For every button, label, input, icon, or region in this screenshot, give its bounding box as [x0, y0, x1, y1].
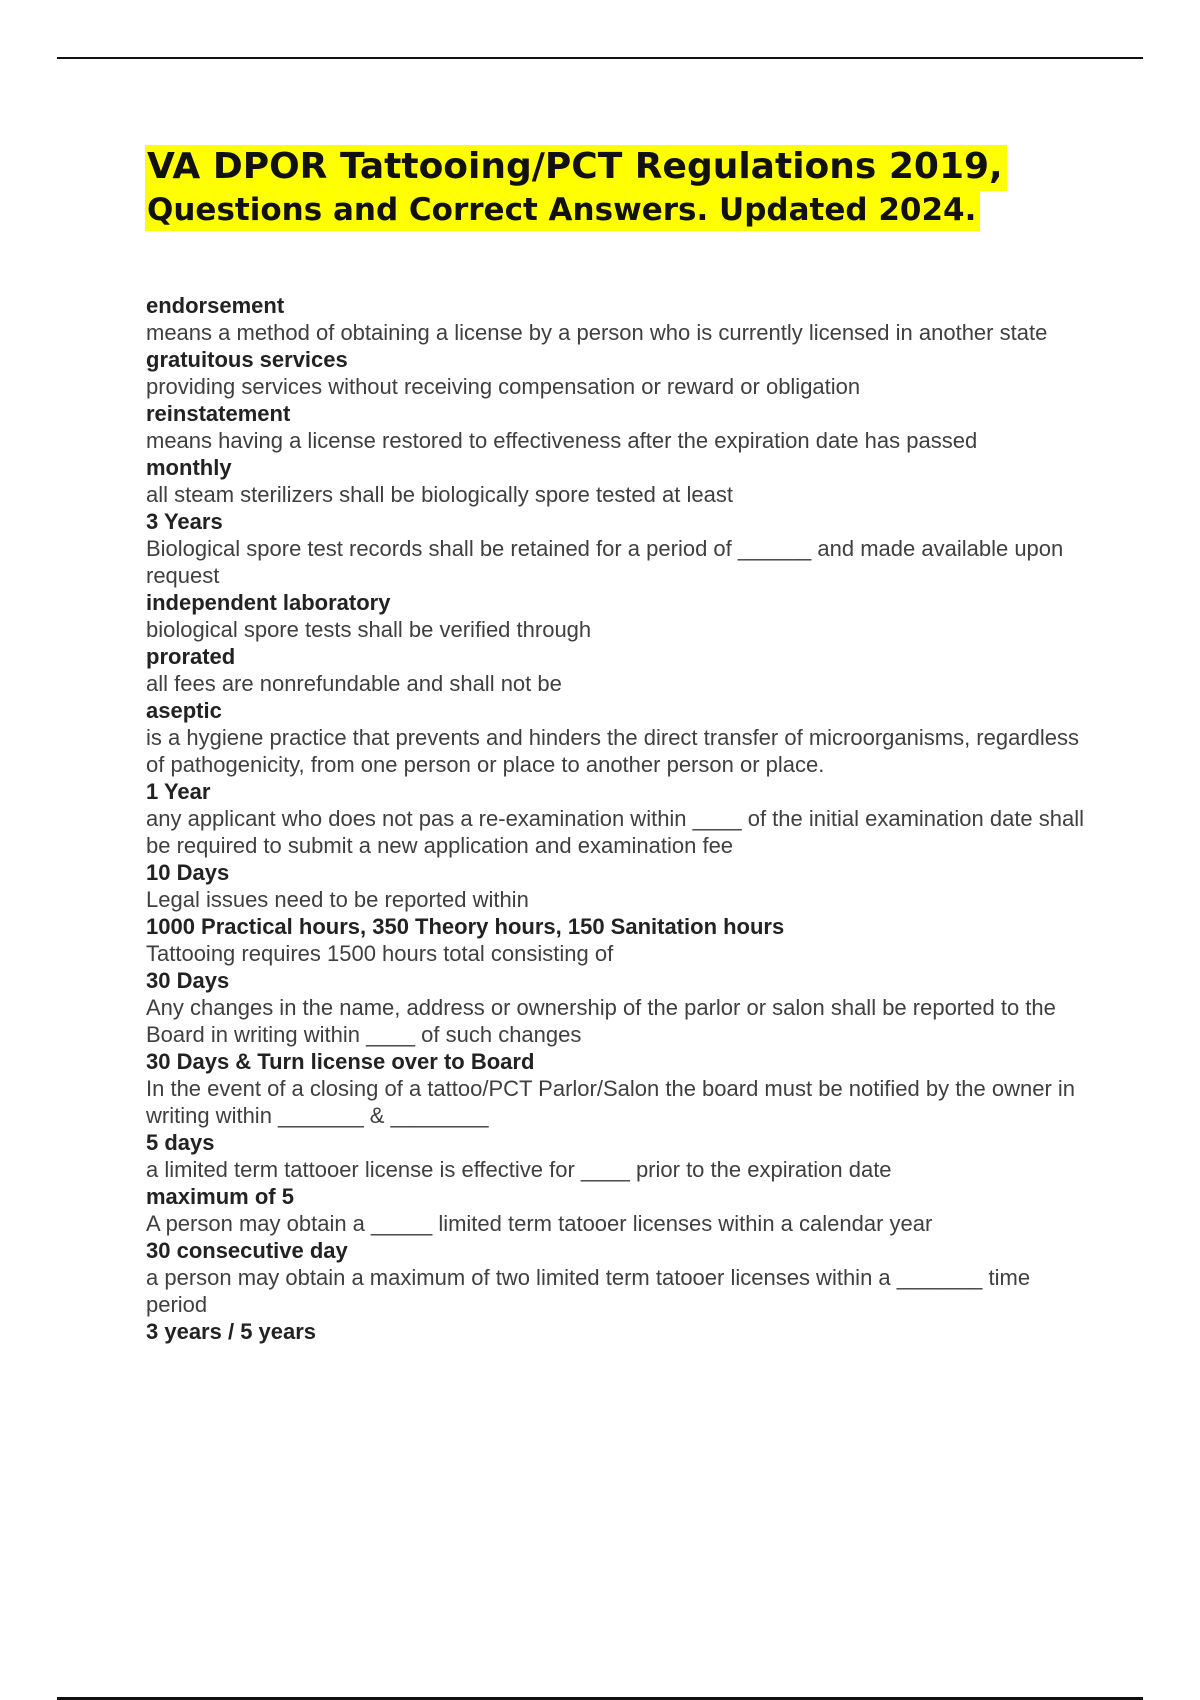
qa-item: [146, 1237, 1086, 1318]
qa-item: [146, 1318, 1086, 1345]
qa-item: [146, 778, 1086, 859]
qa-question: Tattooing requires 1500 hours total consisting of: [146, 941, 614, 966]
qa-question: biological spore tests shall be verified through: [146, 617, 592, 642]
qa-list: [146, 292, 1086, 1345]
qa-item: [146, 454, 1086, 508]
qa-answer: maximum of 5: [146, 1184, 294, 1209]
qa-item: [146, 292, 1086, 346]
qa-item: [146, 1183, 1086, 1237]
qa-answer: 10 Days: [146, 860, 230, 885]
qa-answer: 5 days: [146, 1130, 215, 1155]
qa-answer: 3 Years: [146, 509, 223, 534]
qa-item: [146, 643, 1086, 697]
qa-item: [146, 508, 1086, 589]
top-rule: [57, 57, 1143, 59]
title-line-1: VA DPOR Tattooing/PCT Regulations 2019,: [145, 145, 1007, 191]
qa-question: Legal issues need to be reported within: [146, 887, 529, 912]
qa-question: is a hygiene practice that prevents and hinders the direct transfer of microorganisms, regardless of pathogenicity, from one person or place to another person or place.: [146, 725, 1080, 777]
title-line-2: Questions and Correct Answers. Updated 2024.: [145, 191, 980, 231]
qa-item: [146, 1129, 1086, 1183]
document-title: [145, 145, 1105, 231]
qa-question: In the event of a closing of a tattoo/PCT Parlor/Salon the board must be notified by the owner in writing within _______ & ________: [146, 1076, 1076, 1128]
qa-answer: 1000 Practical hours, 350 Theory hours, 150 Sanitation hours: [146, 914, 785, 939]
qa-answer: 3 years / 5 years: [146, 1319, 317, 1344]
qa-item: [146, 967, 1086, 1048]
qa-answer: gratuitous services: [146, 347, 348, 372]
qa-answer: monthly: [146, 455, 232, 480]
qa-item: [146, 346, 1086, 400]
qa-answer: reinstatement: [146, 401, 291, 426]
qa-item: [146, 589, 1086, 643]
qa-question: means a method of obtaining a license by a person who is currently licensed in another state: [146, 320, 1048, 345]
qa-answer: prorated: [146, 644, 236, 669]
qa-item: [146, 400, 1086, 454]
qa-answer: 30 Days: [146, 968, 230, 993]
qa-question: means having a license restored to effectiveness after the expiration date has passed: [146, 428, 978, 453]
qa-question: all fees are nonrefundable and shall not be: [146, 671, 562, 696]
qa-item: [146, 1048, 1086, 1129]
qa-question: A person may obtain a _____ limited term tatooer licenses within a calendar year: [146, 1211, 933, 1236]
qa-answer: 1 Year: [146, 779, 211, 804]
qa-question: Biological spore test records shall be retained for a period of ______ and made available upon request: [146, 536, 1064, 588]
qa-question: all steam sterilizers shall be biologically spore tested at least: [146, 482, 733, 507]
qa-answer: 30 consecutive day: [146, 1238, 348, 1263]
qa-answer: 30 Days & Turn license over to Board: [146, 1049, 535, 1074]
qa-question: a limited term tattooer license is effective for ____ prior to the expiration date: [146, 1157, 892, 1182]
qa-answer: aseptic: [146, 698, 222, 723]
qa-question: providing services without receiving compensation or reward or obligation: [146, 374, 861, 399]
qa-answer: independent laboratory: [146, 590, 391, 615]
qa-item: [146, 859, 1086, 913]
qa-question: a person may obtain a maximum of two limited term tatooer licenses within a _______ time period: [146, 1265, 1031, 1317]
qa-item: [146, 697, 1086, 778]
qa-question: Any changes in the name, address or ownership of the parlor or salon shall be reported to the Board in writing within ____ of such changes: [146, 995, 1056, 1047]
qa-question: any applicant who does not pas a re-examination within ____ of the initial examination date shall be required to submit a new application and examination fee: [146, 806, 1085, 858]
qa-answer: endorsement: [146, 293, 285, 318]
qa-item: [146, 913, 1086, 967]
